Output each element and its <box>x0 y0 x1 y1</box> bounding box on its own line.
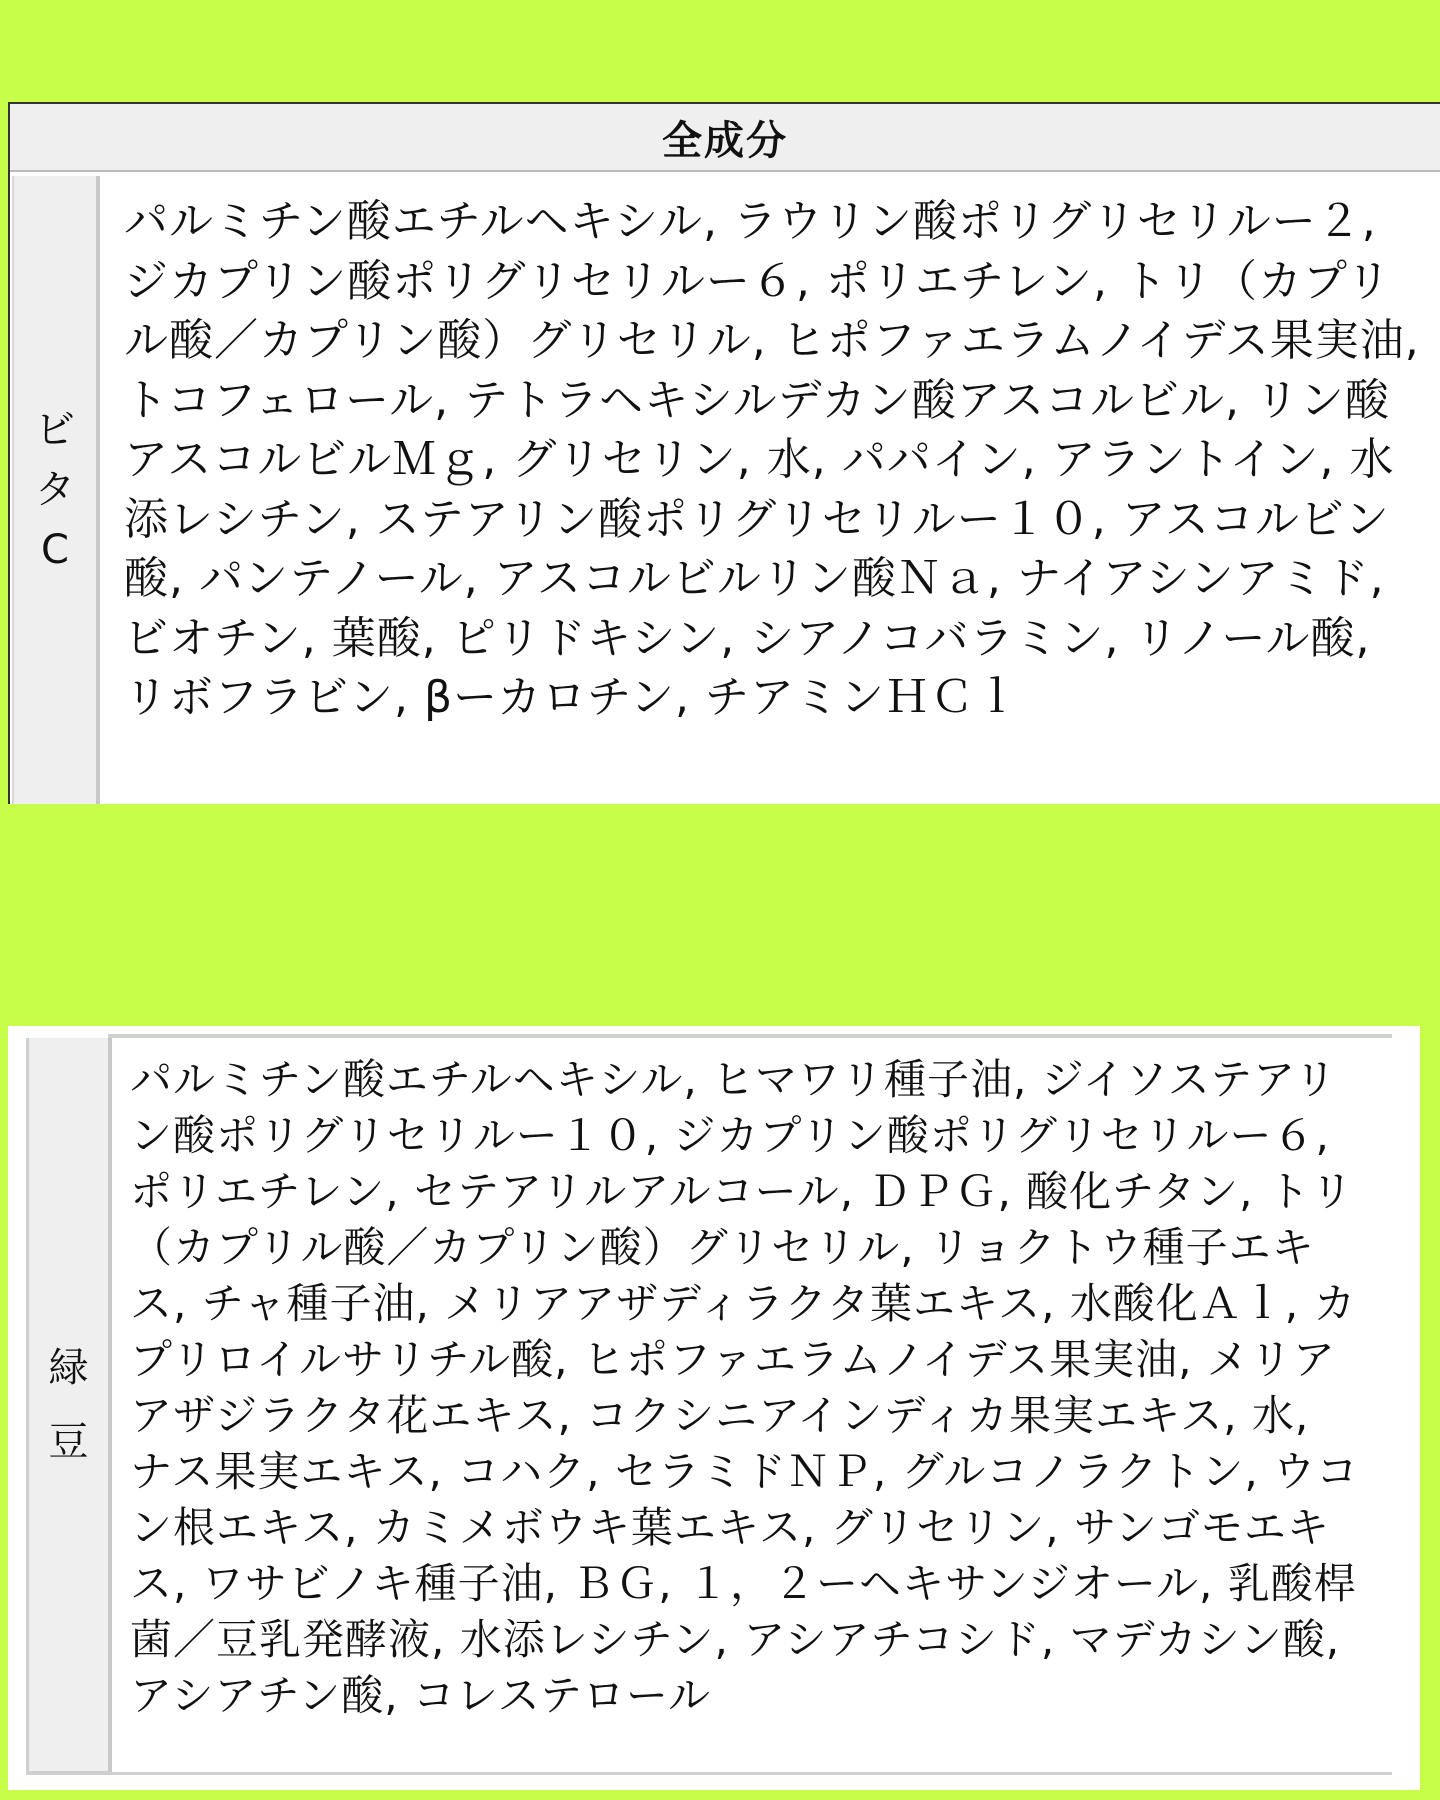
product-label-char: ビ <box>35 407 75 453</box>
table-divider <box>26 1772 1392 1775</box>
ingredients-table-vitc <box>8 102 1440 804</box>
product-label-char: 豆 <box>48 1418 89 1465</box>
product-label-char: タ <box>35 467 75 513</box>
product-label-mung-bean <box>26 1038 112 1774</box>
table-header-title: 全成分 <box>662 117 788 164</box>
ingredients-list-mung-bean: パルミチン酸エチルヘキシル, ヒマワリ種子油, ジイソステアリン酸ポリグリセリルー１０, ジカプリン酸ポリグリセリルー６, ポリエチレン, セテアリルアルコール, ＤＰＧ, 酸化チタン, トリ（カプリル酸／カプリン酸）グリセリル, リョクトウ種子エキス, チャ種子油, メリアアザディラクタ葉エキス, 水酸化Ａｌ, カプリロイルサリチル酸, ヒポファエラムノイデス果実油, メリアアザジラクタ花エキス, コクシニアインディカ果実エキス, 水, ナス果実エキス, コハク, セラミドＮＰ, グルコノラクトン, ウコン根エキス, カミメボウキ葉エキス, グリセリン, サンゴモエキス, ワサビノキ種子油, ＢＧ, １，２ーヘキサンジオール, 乳酸桿菌／豆乳発酵液, 水添レシチン, アシアチコシド, マデカシン酸, アシアチン酸, コレステロール <box>130 1055 1360 1720</box>
ingredients-list-vitc: パルミチン酸エチルヘキシル, ラウリン酸ポリグリセリルー２, ジカプリン酸ポリグリセリルー６, ポリエチレン, トリ（カプリル酸／カプリン酸）グリセリル, ヒポファエラムノイデス果実油, トコフェロール, テトラヘキシルデカン酸アスコルビル, リン酸アスコルビルＭｇ, グリセリン, 水, パパイン, アラントイン, 水添レシチン, ステアリン酸ポリグリセリルー１０, アスコルビン酸, パンテノール, アスコルビルリン酸Ｎａ, ナイアシンアミド, ビオチン, 葉酸, ピリドキシン, シアノコバラミン, リノール酸, リボフラビン, βーカロチン, チアミンＨＣｌ <box>124 196 1420 723</box>
product-label-vitc <box>12 176 100 804</box>
table-header <box>10 104 1440 172</box>
product-label-char: C <box>41 527 69 573</box>
product-label-char: 緑 <box>48 1344 89 1391</box>
table-divider <box>108 1034 1392 1038</box>
ingredients-table-mung-bean <box>8 1026 1420 1790</box>
